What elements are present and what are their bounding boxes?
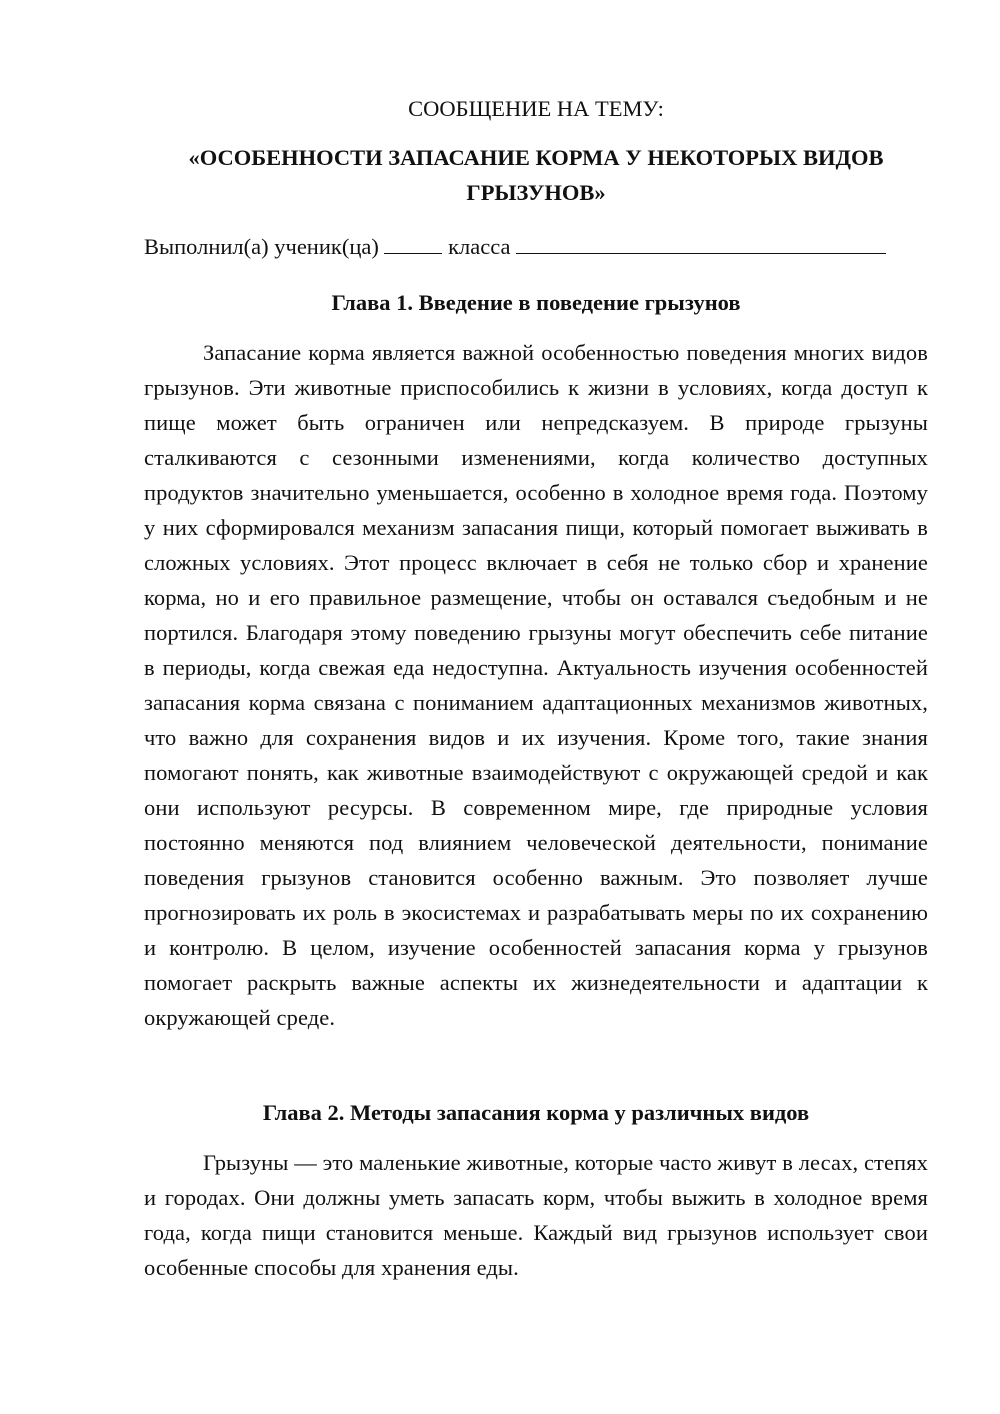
author-line <box>144 229 928 264</box>
author-prefix: Выполнил(а) ученик(ца) <box>144 234 379 259</box>
chapter-2-paragraph: Грызуны — это маленькие животные, которые часто живут в лесах, степях и городах. Они должны уметь запасать корм, чтобы выжить в холодное время года, когда пищи становится меньше. Каждый вид грызунов использует свои особенные способы для хранения еды. <box>144 1150 928 1280</box>
chapter-1-heading: Глава 1. Введение в поведение грызунов <box>331 290 741 315</box>
document-title: «ОСОБЕННОСТИ ЗАПАСАНИЕ КОРМА У НЕКОТОРЫХ ВИДОВ ГРЫЗУНОВ» <box>188 145 884 205</box>
grade-blank-field <box>384 231 442 254</box>
chapter-2-heading: Глава 2. Методы запасания корма у различных видов <box>262 1100 810 1125</box>
author-class-label: класса <box>448 234 511 259</box>
name-blank-field <box>516 231 886 254</box>
document-subtitle: СООБЩЕНИЕ НА ТЕМУ: <box>408 96 664 121</box>
chapter-1-paragraph: Запасание корма является важной особенностью поведения многих видов грызунов. Эти животные приспособились к жизни в условиях, когда доступ к пище может быть ограничен или непредсказуем. В природе грызуны сталкиваются с сезонными изменениями, когда количество доступных продуктов значительно уменьшается, особенно в холодное время года. Поэтому у них сформировался механизм запасания пищи, который помогает выживать в сложных условиях. Этот процесс включает в себя не только сбор и хранение корма, но и его правильное размещение, чтобы он оставался съедобным и не портился. Благодаря этому поведению грызуны могут обеспечить себе питание в периоды, когда свежая еда недоступна. Актуальность изучения особенностей запасания корма связана с пониманием адаптационных механизмов животных, что важно для сохранения видов и их изучения. Кроме того, такие знания помогают понять, как животные взаимодействуют с окружающей средой и как они используют ресурсы. В современном мире, где природные условия постоянно меняются под влиянием человеческой деятельности, понимание поведения грызунов становится особенно важным. Это позволяет лучше прогнозировать их роль в экосистемах и разрабатывать меры по их сохранению и контролю. В целом, изучение особенностей запасания корма у грызунов помогает раскрыть важные аспекты их жизнедеятельности и адаптации к окружающей среде. <box>144 340 928 1030</box>
